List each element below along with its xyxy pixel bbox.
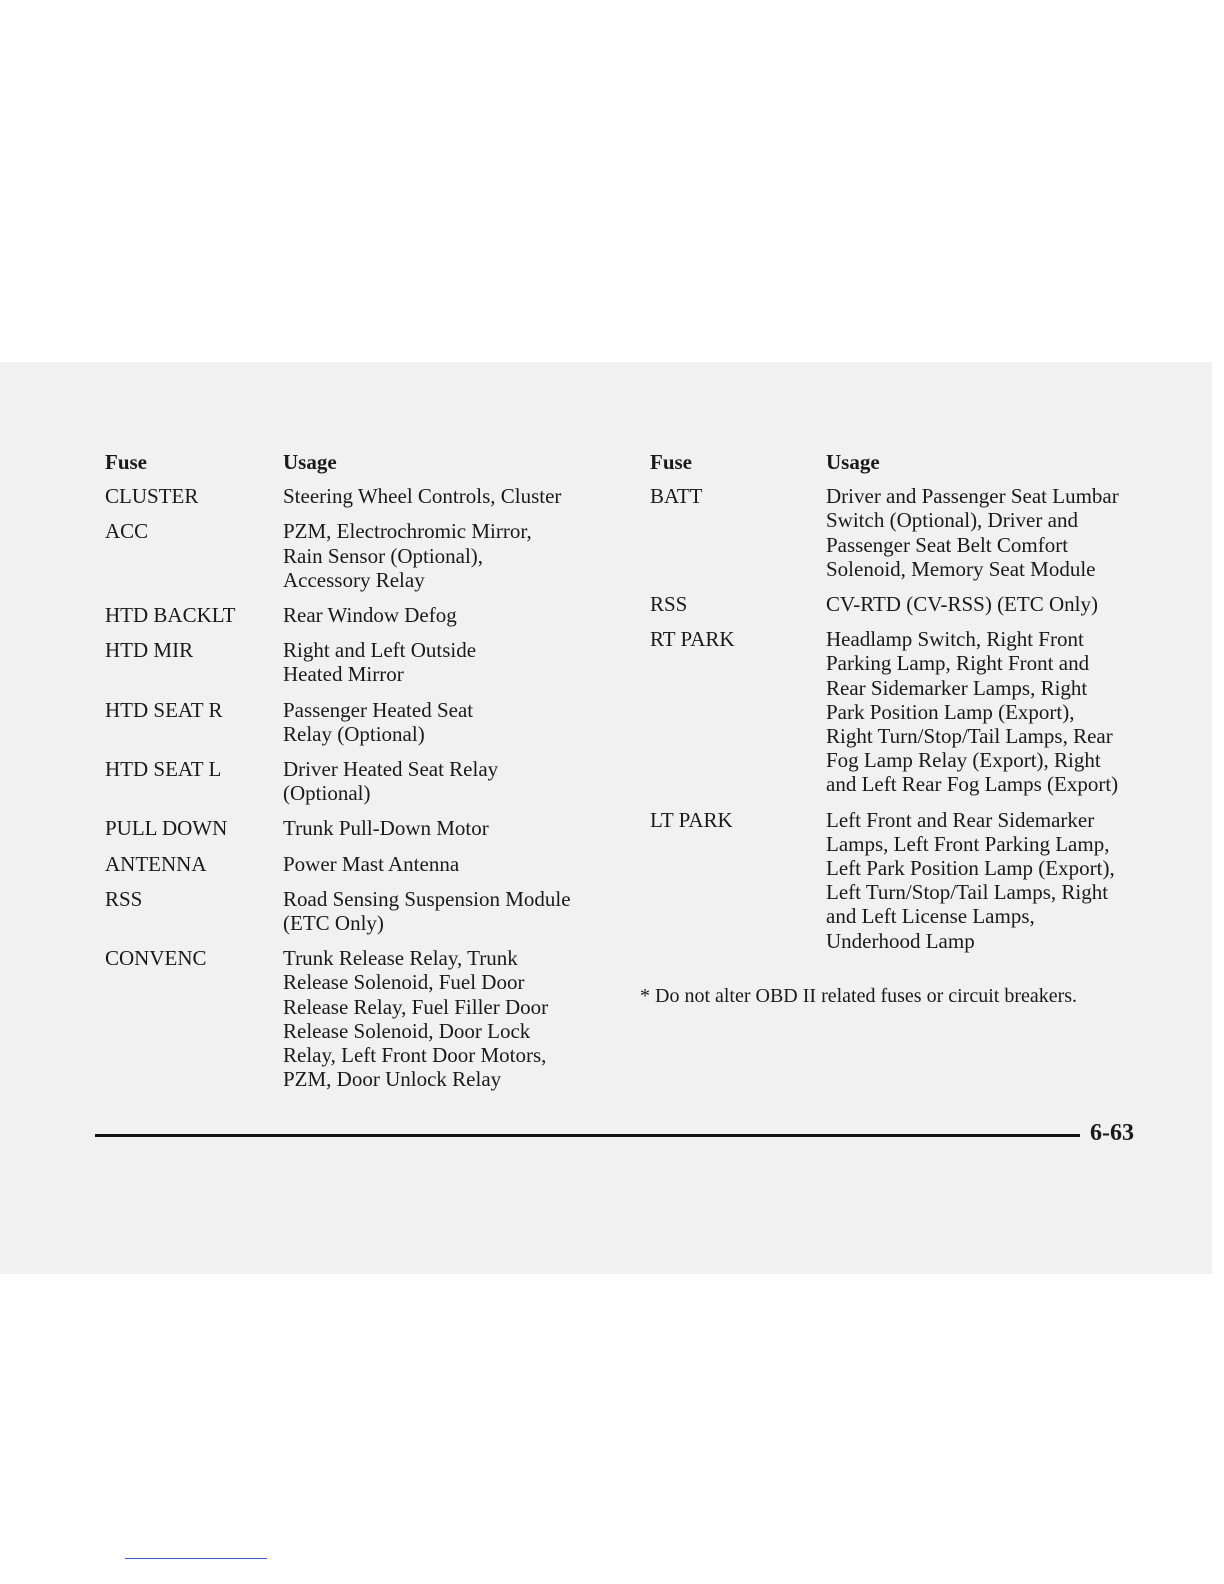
footnote: * Do not alter OBD II related fuses or circuit breakers. (640, 985, 1078, 1007)
table-row (105, 852, 603, 887)
table-row (105, 603, 603, 638)
fuse-name: ACC (105, 519, 149, 544)
table-row (650, 808, 1146, 964)
fuse-usage: PZM, Electrochromic Mirror, Rain Sensor (Optional), Accessory Relay (283, 519, 532, 592)
table-row (650, 627, 1146, 807)
fuse-name: BATT (650, 484, 703, 509)
fuse-name: CLUSTER (105, 484, 199, 509)
link-underline (125, 1558, 267, 1559)
fuse-usage-table-left (105, 450, 603, 1102)
fuse-usage: Rear Window Defog (283, 603, 457, 628)
table-header-row (650, 450, 1146, 484)
fuse-table-right (650, 450, 1150, 964)
fuse-column-header: Fuse (650, 450, 692, 474)
fuse-table-left (105, 450, 605, 1102)
fuse-name: RSS (105, 886, 143, 911)
table-row (105, 698, 603, 757)
fuse-name: CONVENC (105, 946, 207, 971)
fuse-name: HTD MIR (105, 638, 194, 663)
fuse-usage: Passenger Heated Seat Relay (Optional) (283, 697, 474, 746)
fuse-name: PULL DOWN (105, 816, 228, 841)
fuse-name: LT PARK (650, 807, 733, 832)
usage-column-header: Usage (283, 450, 337, 474)
fuse-usage: Right and Left Outside Heated Mirror (283, 638, 477, 687)
fuse-name: RT PARK (650, 627, 735, 652)
fuse-usage: Driver Heated Seat Relay (Optional) (283, 757, 499, 806)
table-row (105, 757, 603, 816)
fuse-usage: Road Sensing Suspension Module (ETC Only) (283, 886, 571, 936)
fuse-usage: CV-RTD (CV-RSS) (ETC Only) (826, 592, 1098, 617)
table-header-row (105, 450, 603, 484)
usage-column-header: Usage (826, 450, 880, 474)
fuse-name: RSS (650, 592, 688, 617)
table-row (650, 484, 1146, 592)
fuse-usage: Headlamp Switch, Right Front Parking Lamp, Right Front and Rear Sidemarker Lamps, Right Park Position Lamp (Export), Right Turn/Stop/Tail Lamps, Rear Fog Lamp Relay (Export), Right and Left Rear Fog Lamps (Export) (826, 627, 1119, 797)
table-row (650, 592, 1146, 627)
table-row (105, 484, 603, 519)
table-row (105, 816, 603, 851)
fuse-usage: Left Front and Rear Sidemarker Lamps, Left Front Parking Lamp, Left Park Position Lamp (Export), Left Turn/Stop/Tail Lamps, Right and Left License Lamps, Underhood Lamp (826, 807, 1115, 953)
fuse-usage: Driver and Passenger Seat Lumbar Switch (Optional), Driver and Passenger Seat Belt Comfort Solenoid, Memory Seat Module (826, 484, 1119, 581)
table-row (105, 887, 603, 946)
fuse-rows-left (105, 484, 603, 1102)
fuse-usage: Trunk Pull-Down Motor (283, 816, 489, 841)
fuse-usage: Steering Wheel Controls, Cluster (283, 484, 562, 509)
page-number: 6-63 (1090, 1120, 1134, 1146)
fuse-name: ANTENNA (105, 851, 207, 876)
fuse-usage: Power Mast Antenna (283, 851, 460, 876)
fuse-usage: Trunk Release Relay, Trunk Release Solenoid, Fuel Door Release Relay, Fuel Filler Door Release Solenoid, Door Lock Relay, Left Front Door Motors, PZM, Door Unlock Relay (283, 946, 549, 1092)
footer-rule (95, 1134, 1080, 1137)
fuse-name: HTD BACKLT (105, 603, 236, 628)
fuse-rows-right (650, 484, 1146, 964)
fuse-usage-table-right (650, 450, 1146, 964)
fuse-name: HTD SEAT L (105, 757, 222, 782)
table-row (105, 946, 603, 1102)
table-row (105, 638, 603, 697)
table-row (105, 519, 603, 603)
fuse-column-header: Fuse (105, 450, 147, 474)
fuse-name: HTD SEAT R (105, 697, 223, 722)
